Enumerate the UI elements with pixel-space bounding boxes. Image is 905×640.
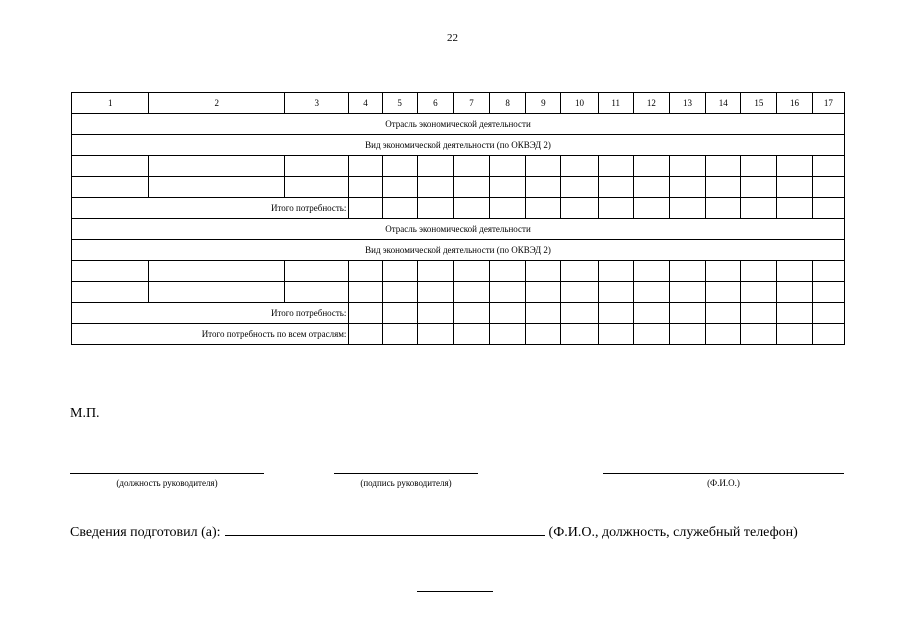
data-cell[interactable] [669,156,705,177]
activity-label: Вид экономической деятельности (по ОКВЭД 2) [72,240,845,261]
data-cell[interactable] [669,177,705,198]
data-cell[interactable] [598,177,633,198]
data-cell[interactable] [417,177,453,198]
data-cell[interactable] [285,156,349,177]
total-cell[interactable] [741,198,777,219]
data-cell[interactable] [669,261,705,282]
data-cell[interactable] [777,282,812,303]
data-cell[interactable] [706,156,741,177]
column-header: 7 [453,93,489,114]
column-header: 17 [812,93,844,114]
data-cell[interactable] [417,282,453,303]
data-cell[interactable] [382,177,417,198]
needs-table [71,92,845,345]
data-cell[interactable] [598,282,633,303]
total-cell[interactable] [669,324,705,345]
total-label-row [72,303,845,324]
total-cell[interactable] [812,324,844,345]
total-cell[interactable] [349,303,382,324]
prepared-by-field[interactable] [225,523,545,536]
total-cell[interactable] [812,303,844,324]
industry-label-row [72,114,845,135]
prepared-by-row [70,523,798,541]
prepared-by-label: Сведения подготовил (а): [70,525,221,540]
grand-total-label-row [72,324,845,345]
data-cell[interactable] [777,177,812,198]
column-header: 8 [490,93,526,114]
data-cell[interactable] [349,282,382,303]
total-cell[interactable] [417,324,453,345]
data-cell[interactable] [526,282,561,303]
column-header: 13 [669,93,705,114]
column-header: 5 [382,93,417,114]
data-row [72,282,845,303]
total-cell[interactable] [526,198,561,219]
total-cell[interactable] [598,303,633,324]
total-cell[interactable] [812,198,844,219]
stamp-label: М.П. [70,406,100,421]
data-cell[interactable] [349,261,382,282]
data-cell[interactable] [706,177,741,198]
column-header: 9 [526,93,561,114]
total-cell[interactable] [561,198,598,219]
total-label: Итого потребность: [72,198,349,219]
total-cell[interactable] [669,303,705,324]
data-cell[interactable] [72,156,149,177]
data-cell[interactable] [72,177,149,198]
data-row [72,156,845,177]
data-cell[interactable] [526,156,561,177]
total-cell[interactable] [706,303,741,324]
column-header: 4 [349,93,382,114]
column-header: 15 [741,93,777,114]
total-cell[interactable] [561,303,598,324]
total-cell[interactable] [417,198,453,219]
total-label-row [72,198,845,219]
total-label: Итого потребность: [72,303,349,324]
column-header: 14 [706,93,741,114]
data-cell[interactable] [561,156,598,177]
data-cell[interactable] [526,177,561,198]
data-cell[interactable] [149,177,285,198]
column-header: 2 [149,93,285,114]
total-cell[interactable] [633,303,669,324]
data-cell[interactable] [285,261,349,282]
data-row [72,177,845,198]
data-cell[interactable] [561,282,598,303]
data-cell[interactable] [633,156,669,177]
data-cell[interactable] [598,261,633,282]
total-cell[interactable] [349,324,382,345]
data-cell[interactable] [417,261,453,282]
data-cell[interactable] [72,282,149,303]
column-header: 10 [561,93,598,114]
data-cell[interactable] [812,282,844,303]
position-signature-line [70,473,264,474]
data-cell[interactable] [453,177,489,198]
data-cell[interactable] [149,261,285,282]
data-cell[interactable] [382,261,417,282]
activity-label-row [72,240,845,261]
data-cell[interactable] [777,156,812,177]
data-cell[interactable] [349,177,382,198]
data-cell[interactable] [633,261,669,282]
data-cell[interactable] [417,156,453,177]
total-cell[interactable] [633,324,669,345]
total-cell[interactable] [741,303,777,324]
data-cell[interactable] [490,282,526,303]
total-cell[interactable] [669,198,705,219]
data-cell[interactable] [349,156,382,177]
data-cell[interactable] [741,156,777,177]
column-header: 6 [417,93,453,114]
data-cell[interactable] [812,177,844,198]
total-cell[interactable] [561,324,598,345]
total-cell[interactable] [490,324,526,345]
name-caption: (Ф.И.О.) [707,478,740,488]
activity-label-row [72,135,845,156]
signature-line [334,473,478,474]
page-number: 22 [447,32,458,44]
total-cell[interactable] [706,324,741,345]
data-cell[interactable] [812,156,844,177]
column-header: 12 [633,93,669,114]
column-header: 16 [777,93,812,114]
data-cell[interactable] [285,177,349,198]
prepared-by-suffix: (Ф.И.О., должность, служебный телефон) [548,525,798,540]
total-cell[interactable] [706,198,741,219]
total-cell[interactable] [598,198,633,219]
total-cell[interactable] [598,324,633,345]
total-cell[interactable] [382,303,417,324]
industry-label: Отрасль экономической деятельности [72,114,845,135]
data-cell[interactable] [741,282,777,303]
data-cell[interactable] [382,156,417,177]
data-cell[interactable] [598,156,633,177]
data-row [72,261,845,282]
activity-label: Вид экономической деятельности (по ОКВЭД 2) [72,135,845,156]
data-cell[interactable] [526,261,561,282]
data-cell[interactable] [777,261,812,282]
total-cell[interactable] [349,198,382,219]
total-cell[interactable] [417,303,453,324]
data-cell[interactable] [285,282,349,303]
total-cell[interactable] [526,303,561,324]
total-cell[interactable] [741,324,777,345]
data-cell[interactable] [490,156,526,177]
industry-label: Отрасль экономической деятельности [72,219,845,240]
data-cell[interactable] [706,261,741,282]
data-cell[interactable] [741,261,777,282]
total-cell[interactable] [777,324,812,345]
data-cell[interactable] [149,156,285,177]
total-cell[interactable] [453,324,489,345]
footnote-separator [417,591,493,592]
data-cell[interactable] [149,282,285,303]
grand-total-label: Итого потребность по всем отраслям: [72,324,349,345]
total-cell[interactable] [382,198,417,219]
signature-caption: (подпись руководителя) [360,478,452,488]
data-cell[interactable] [812,261,844,282]
total-cell[interactable] [453,303,489,324]
position-caption: (должность руководителя) [116,478,218,488]
data-cell[interactable] [453,156,489,177]
total-cell[interactable] [777,198,812,219]
total-cell[interactable] [453,198,489,219]
data-cell[interactable] [633,177,669,198]
column-header: 1 [72,93,149,114]
data-cell[interactable] [490,261,526,282]
total-cell[interactable] [490,303,526,324]
data-cell[interactable] [633,282,669,303]
data-cell[interactable] [706,282,741,303]
industry-label-row [72,219,845,240]
data-cell[interactable] [72,261,149,282]
data-cell[interactable] [561,177,598,198]
total-cell[interactable] [382,324,417,345]
data-cell[interactable] [669,282,705,303]
data-cell[interactable] [453,261,489,282]
column-header: 11 [598,93,633,114]
data-cell[interactable] [453,282,489,303]
name-signature-line [603,473,844,474]
data-cell[interactable] [741,177,777,198]
data-cell[interactable] [561,261,598,282]
column-header: 3 [285,93,349,114]
data-cell[interactable] [382,282,417,303]
total-cell[interactable] [490,198,526,219]
data-cell[interactable] [490,177,526,198]
total-cell[interactable] [526,324,561,345]
header-row [72,93,845,114]
total-cell[interactable] [777,303,812,324]
total-cell[interactable] [633,198,669,219]
